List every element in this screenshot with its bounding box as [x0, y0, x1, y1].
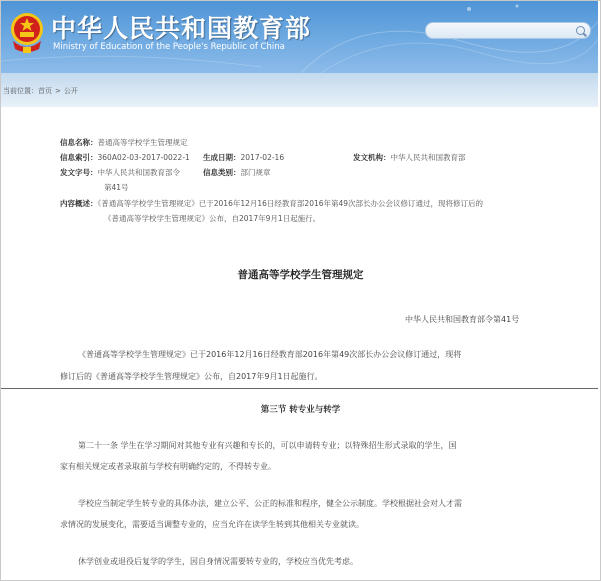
info-name-label: 信息名称： — [60, 138, 98, 147]
info-org-value: 中华人民共和国教育部 — [390, 153, 466, 162]
national-emblem-icon — [9, 11, 45, 55]
info-summary-line2-row — [104, 213, 320, 224]
info-index-row — [60, 152, 190, 163]
info-docno-value-line2: 第41号 — [104, 183, 129, 192]
info-index-value: 360A02-03-2017-0022-1 — [97, 153, 190, 162]
info-category-label: 信息类别： — [203, 168, 241, 177]
info-summary-label: 内容概述： — [60, 199, 98, 208]
paragraph-2-line-2: 求情况的发展变化，需要适当调整专业的，应当允许在读学生转到其他相关专业就读。 — [60, 520, 364, 529]
intro-line-2: 修订后的《普通高等学校学生管理规定》公布，自2017年9月1日起施行。 — [60, 372, 323, 381]
breadcrumb — [3, 86, 78, 96]
breadcrumb-prefix: 当前位置： — [3, 87, 38, 95]
site-title-cn: 中华人民共和国教育部 — [51, 14, 312, 43]
info-index-label: 信息索引： — [60, 153, 98, 162]
paragraph-3-line-1: 休学创业或退役后复学的学生，因自身情况需要转专业的，学校应当优先考虑。 — [78, 557, 358, 566]
info-summary-line2: 《普通高等学校学生管理规定》公布，自2017年9月1日起施行。 — [104, 214, 321, 223]
info-date-label: 生成日期： — [203, 153, 241, 162]
site-title-en: Ministry of Education of the People's Republic of China — [53, 42, 285, 52]
info-org-row — [353, 152, 466, 163]
decree-number: 中华人民共和国教育部令第41号 — [405, 315, 520, 324]
info-name-row — [60, 137, 188, 148]
breadcrumb-separator: > — [55, 87, 61, 95]
article-21-line-2: 家有相关规定或者录取前与学校有明确约定的，不得转专业。 — [60, 462, 276, 471]
info-name-value: 普通高等学校学生管理规定 — [97, 138, 188, 147]
breadcrumb-bar — [1, 73, 598, 107]
site-header — [1, 1, 598, 73]
info-docno-value: 中华人民共和国教育部令 — [97, 168, 180, 177]
screenshot-divider — [1, 388, 598, 389]
info-date-value: 2017-02-16 — [240, 153, 285, 162]
info-category-row — [203, 167, 271, 178]
info-summary-line1: 《普通高等学校学生管理规定》已于2016年12月16日经教育部2016年第49次部长办公会议修订通过，现将修订后的 — [97, 199, 484, 208]
info-docno-line2 — [104, 182, 129, 193]
paragraph-2-line-1: 学校应当制定学生转专业的具体办法，建立公平、公正的标准和程序，健全公示制度。学校根据社会对人才需 — [78, 499, 462, 508]
search-input[interactable] — [425, 22, 591, 39]
article-21-line-1: 第二十一条 学生在学习期间对其他专业有兴趣和专长的，可以申请转专业；以特殊招生形式录取的学生，国 — [78, 441, 457, 450]
breadcrumb-home-link[interactable]: 首页 — [38, 87, 52, 95]
info-category-value: 部门规章 — [240, 168, 271, 177]
info-docno-row — [60, 167, 180, 178]
info-org-label: 发文机构： — [353, 153, 391, 162]
section-title: 第三节 转专业与转学 — [260, 405, 341, 415]
breadcrumb-current-link[interactable]: 公开 — [63, 87, 78, 95]
search-icon[interactable] — [576, 26, 585, 35]
info-date-row — [203, 152, 284, 163]
document-title: 普通高等学校学生管理规定 — [237, 269, 364, 281]
info-docno-label: 发文字号： — [60, 168, 98, 177]
intro-line-1: 《普通高等学校学生管理规定》已于2016年12月16日经教育部2016年第49次部长办公会议修订通过，现将 — [78, 350, 462, 359]
info-summary-row — [60, 198, 483, 209]
